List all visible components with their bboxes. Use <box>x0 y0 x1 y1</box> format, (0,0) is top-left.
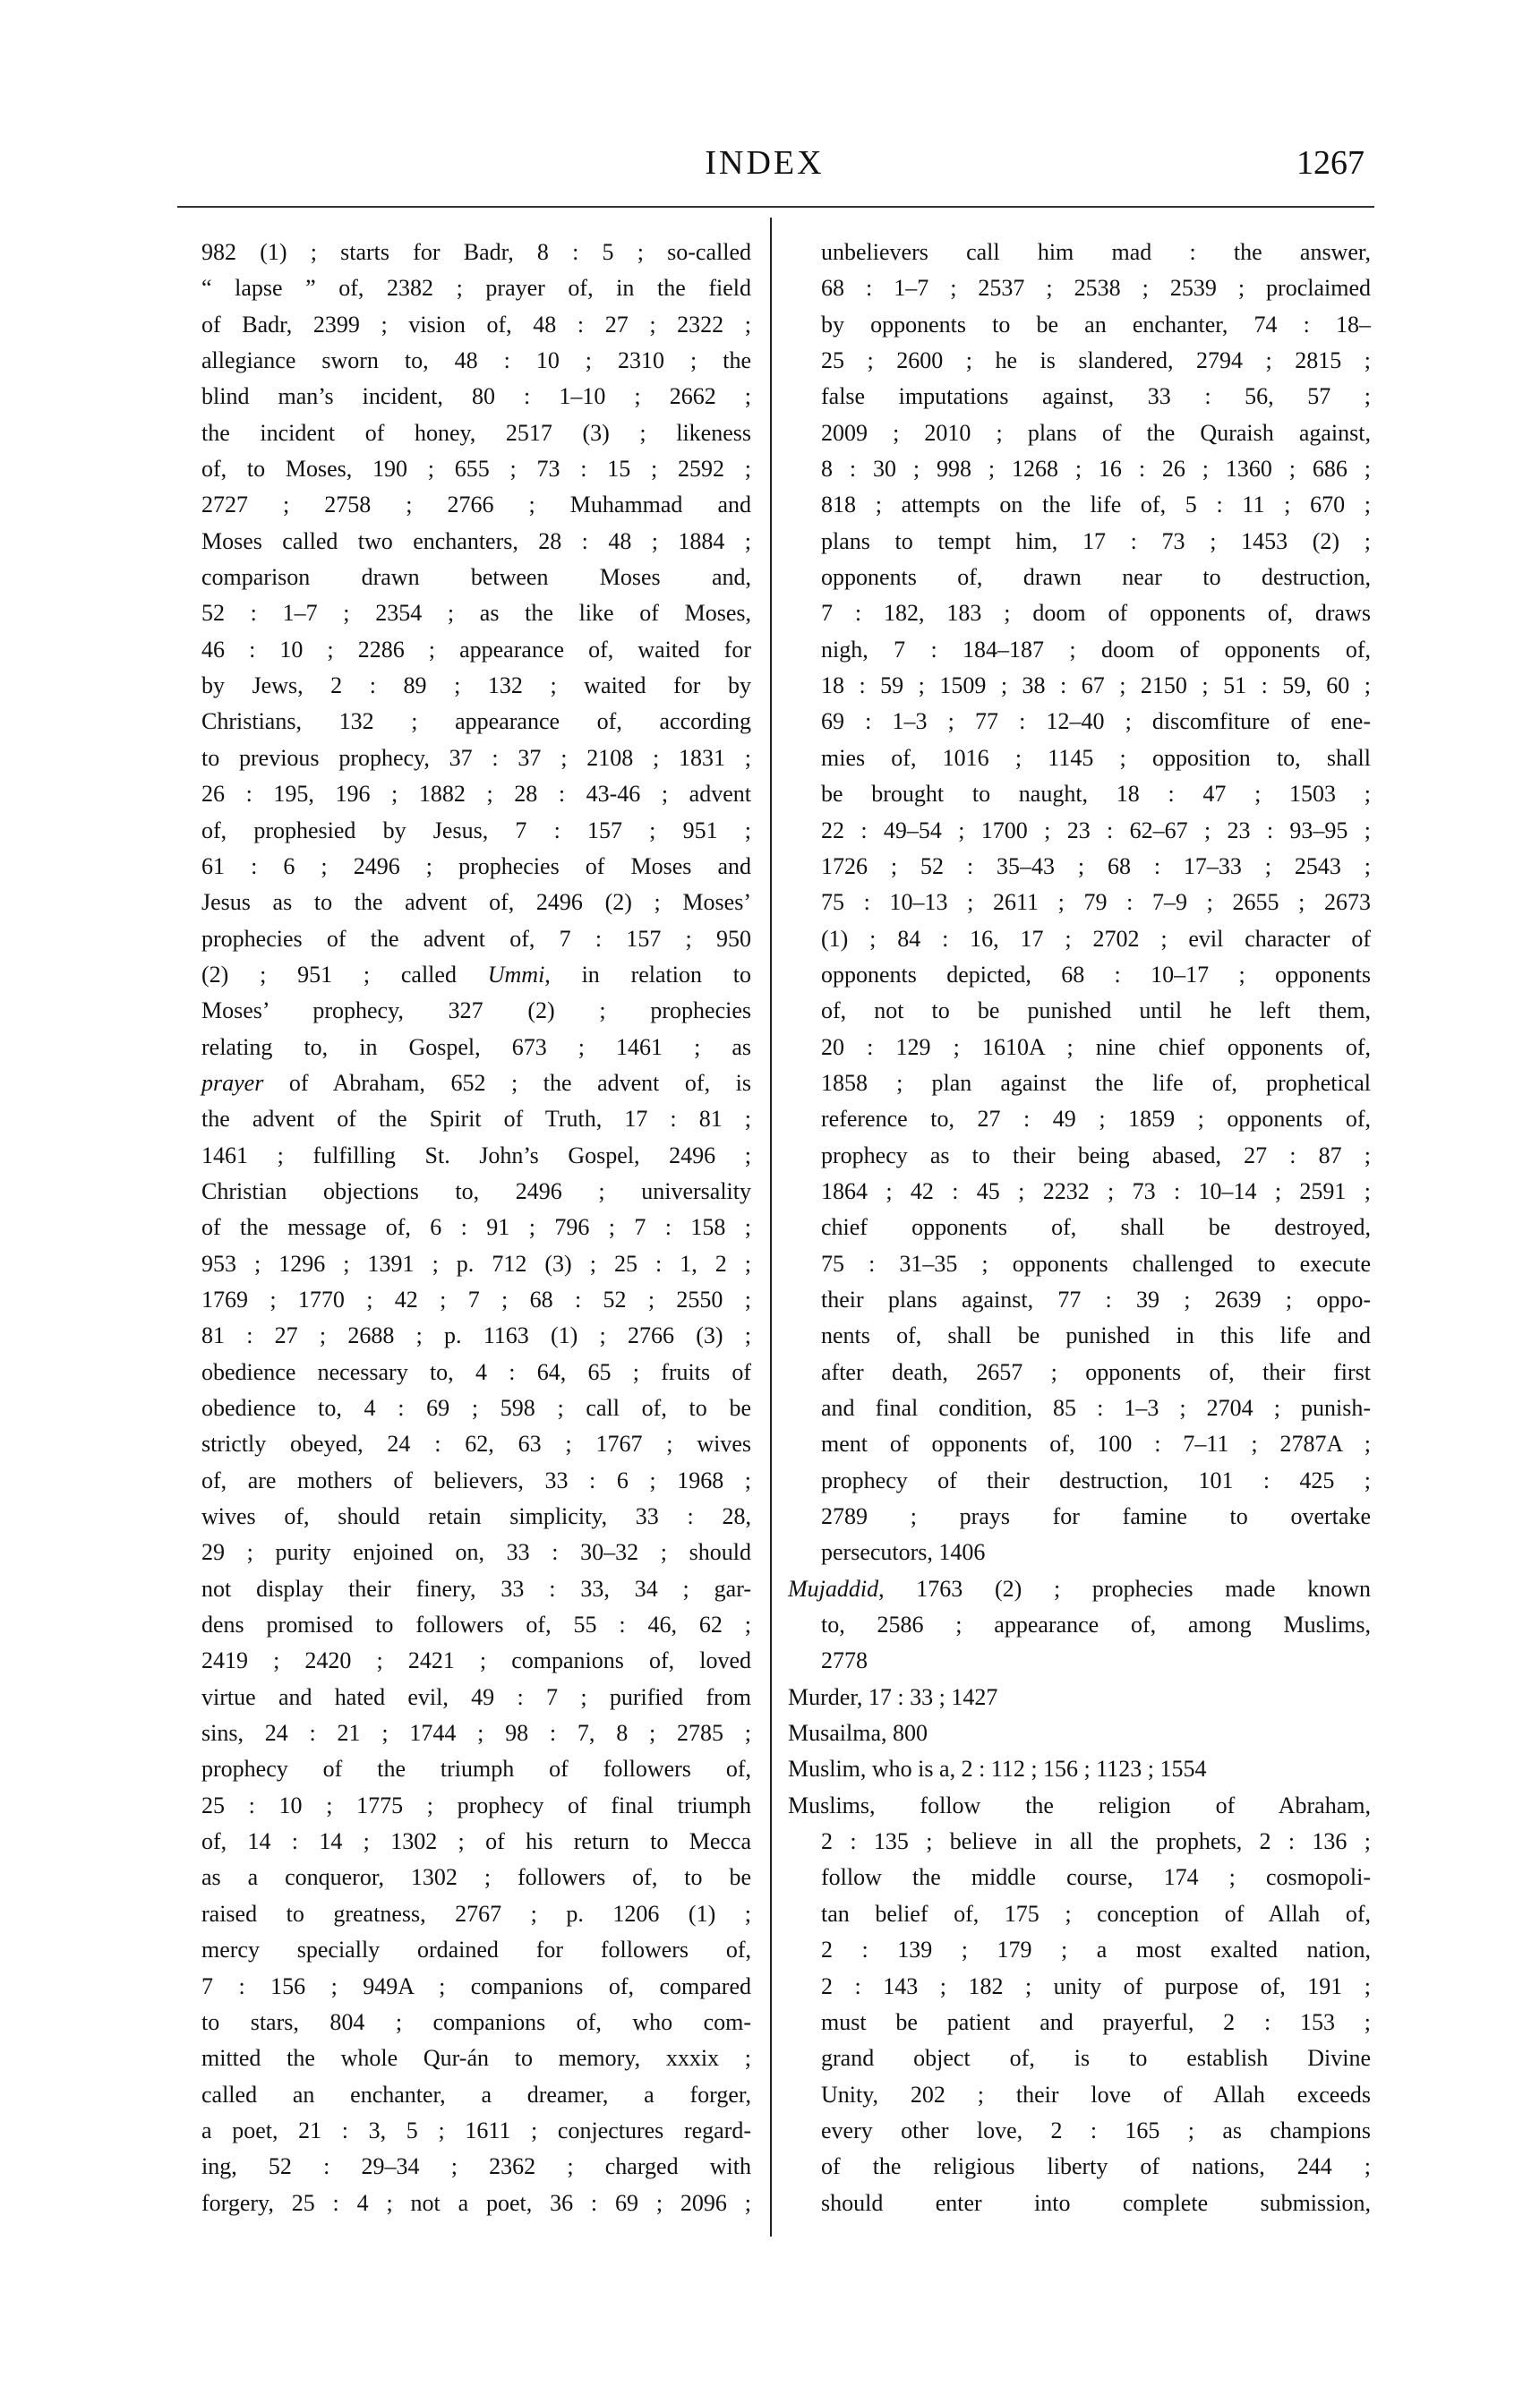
index-line: of Badr, 2399 ; vision of, 48 : 27 ; 2322 ; <box>201 311 751 338</box>
index-line: chief opponents of, shall be destroyed, <box>821 1214 1371 1241</box>
index-line: 2778 <box>821 1647 868 1674</box>
index-line: strictly obeyed, 24 : 62, 63 ; 1767 ; wives <box>201 1431 751 1458</box>
index-line: obedience to, 4 : 69 ; 598 ; call of, to be <box>201 1395 751 1421</box>
index-line: called an enchanter, a dreamer, a forger, <box>201 2081 751 2108</box>
index-line: prophecy of the triumph of followers of, <box>201 1756 751 1783</box>
index-line: mitted the whole Qur-án to memory, xxxix ; <box>201 2045 751 2072</box>
index-line: Moses’ prophecy, 327 (2) ; prophecies <box>201 997 751 1024</box>
index-line: unbelievers call him mad : the answer, <box>821 239 1371 265</box>
index-line: of, not to be punished until he left them, <box>821 997 1371 1024</box>
index-line: to stars, 804 ; companions of, who com- <box>201 2008 751 2035</box>
index-line: Unity, 202 ; their love of Allah exceeds <box>821 2081 1371 2108</box>
index-line: forgery, 25 : 4 ; not a poet, 36 : 69 ; 2096 ; <box>201 2189 751 2216</box>
index-entry-headword-line: Murder, 17 : 33 ; 1427 <box>788 1683 998 1710</box>
index-line: 1769 ; 1770 ; 42 ; 7 ; 68 : 52 ; 2550 ; <box>201 1286 751 1313</box>
index-line: allegiance sworn to, 48 : 10 ; 2310 ; the <box>201 347 751 374</box>
index-line: relating to, in Gospel, 673 ; 1461 ; as <box>201 1033 751 1060</box>
index-line: to previous prophecy, 37 : 37 ; 2108 ; 1831 ; <box>201 744 751 771</box>
index-line: tan belief of, 175 ; conception of Allah of, <box>821 1900 1371 1927</box>
index-line: their plans against, 77 : 39 ; 2639 ; oppo- <box>821 1286 1371 1313</box>
index-line: 2 : 139 ; 179 ; a most exalted nation, <box>821 1937 1371 1963</box>
index-line: nigh, 7 : 184–187 ; doom of opponents of, <box>821 636 1371 663</box>
index-line: 68 : 1–7 ; 2537 ; 2538 ; 2539 ; proclaimed <box>821 275 1371 302</box>
index-line: 2727 ; 2758 ; 2766 ; Muhammad and <box>201 492 751 518</box>
index-line: 1864 ; 42 : 45 ; 2232 ; 73 : 10–14 ; 2591 ; <box>821 1177 1371 1204</box>
index-line: ment of opponents of, 100 : 7–11 ; 2787A ; <box>821 1431 1371 1458</box>
index-line: dens promised to followers of, 55 : 46, 62 ; <box>201 1612 751 1638</box>
index-line: 52 : 1–7 ; 2354 ; as the like of Moses, <box>201 600 751 627</box>
index-line: 1858 ; plan against the life of, prophetical <box>821 1069 1371 1096</box>
index-line: 8 : 30 ; 998 ; 1268 ; 16 : 26 ; 1360 ; 686 ; <box>821 456 1371 483</box>
index-line: 20 : 129 ; 1610A ; nine chief opponents of, <box>821 1033 1371 1060</box>
index-line: not display their finery, 33 : 33, 34 ; gar- <box>201 1575 751 1602</box>
index-line: 22 : 49–54 ; 1700 ; 23 : 62–67 ; 23 : 93–95 ; <box>821 817 1371 843</box>
page-number: 1267 <box>1296 144 1365 182</box>
index-line: 7 : 182, 183 ; doom of opponents of, draws <box>821 600 1371 627</box>
index-line: 2009 ; 2010 ; plans of the Quraish against, <box>821 419 1371 446</box>
index-line: 7 : 156 ; 949A ; companions of, compared <box>201 1972 751 1999</box>
index-line: 1726 ; 52 : 35–43 ; 68 : 17–33 ; 2543 ; <box>821 852 1371 879</box>
index-line: 982 (1) ; starts for Badr, 8 : 5 ; so-called <box>201 239 751 265</box>
index-line: Jesus as to the advent of, 2496 (2) ; Moses’ <box>201 889 751 916</box>
index-line: “ lapse ” of, 2382 ; prayer of, in the field <box>201 275 751 302</box>
index-entry-headword-line: Muslim, who is a, 2 : 112 ; 156 ; 1123 ; 1554 <box>788 1756 1207 1783</box>
index-line: should enter into complete submission, <box>821 2189 1371 2216</box>
index-line: 2419 ; 2420 ; 2421 ; companions of, loved <box>201 1647 751 1674</box>
index-line: be brought to naught, 18 : 47 ; 1503 ; <box>821 781 1371 808</box>
index-line: 69 : 1–3 ; 77 : 12–40 ; discomfiture of ene- <box>821 708 1371 735</box>
index-line: must be patient and prayerful, 2 : 153 ; <box>821 2008 1371 2035</box>
italic-term: Ummi <box>487 961 545 988</box>
index-line: of, to Moses, 190 ; 655 ; 73 : 15 ; 2592 ; <box>201 456 751 483</box>
index-line: every other love, 2 : 165 ; as champions <box>821 2117 1371 2143</box>
index-line: 1461 ; fulfilling St. John’s Gospel, 2496 ; <box>201 1142 751 1168</box>
italic-term: Mujaddid <box>788 1575 879 1602</box>
index-line: nents of, shall be punished in this life and <box>821 1322 1371 1349</box>
header-rule <box>177 206 1374 208</box>
index-line: 75 : 31–35 ; opponents challenged to execute <box>821 1250 1371 1277</box>
index-line: reference to, 27 : 49 ; 1859 ; opponents of, <box>821 1106 1371 1133</box>
index-line: ing, 52 : 29–34 ; 2362 ; charged with <box>201 2153 751 2180</box>
index-line: 29 ; purity enjoined on, 33 : 30–32 ; should <box>201 1539 751 1566</box>
index-line: of, 14 : 14 ; 1302 ; of his return to Mecca <box>201 1828 751 1855</box>
index-entry-headword-line: Muslims, follow the religion of Abraham, <box>788 1792 1371 1818</box>
index-line: prophecies of the advent of, 7 : 157 ; 950 <box>201 925 751 952</box>
index-line: of, are mothers of believers, 33 : 6 ; 1968 ; <box>201 1467 751 1493</box>
index-line: virtue and hated evil, 49 : 7 ; purified from <box>201 1683 751 1710</box>
index-line: and final condition, 85 : 1–3 ; 2704 ; punish- <box>821 1395 1371 1421</box>
index-entry-headword-line: Musailma, 800 <box>788 1720 928 1747</box>
index-line: the advent of the Spirit of Truth, 17 : 81 ; <box>201 1106 751 1133</box>
index-line: 75 : 10–13 ; 2611 ; 79 : 7–9 ; 2655 ; 2673 <box>821 889 1371 916</box>
index-line: of the religious liberty of nations, 244 ; <box>821 2153 1371 2180</box>
index-line: 2 : 143 ; 182 ; unity of purpose of, 191 ; <box>821 1972 1371 1999</box>
index-line: Moses called two enchanters, 28 : 48 ; 1884 ; <box>201 527 751 554</box>
index-line: mercy specially ordained for followers of, <box>201 1937 751 1963</box>
index-line: opponents depicted, 68 : 10–17 ; opponents <box>821 961 1371 988</box>
index-line: blind man’s incident, 80 : 1–10 ; 2662 ; <box>201 383 751 410</box>
index-line: 25 ; 2600 ; he is slandered, 2794 ; 2815 ; <box>821 347 1371 374</box>
index-line: to, 2586 ; appearance of, among Muslims, <box>821 1612 1371 1638</box>
index-line: 46 : 10 ; 2286 ; appearance of, waited for <box>201 636 751 663</box>
index-line: follow the middle course, 174 ; cosmopoli- <box>821 1864 1371 1891</box>
index-line: mies of, 1016 ; 1145 ; opposition to, shall <box>821 744 1371 771</box>
index-line: (1) ; 84 : 16, 17 ; 2702 ; evil character of <box>821 925 1371 952</box>
index-line: sins, 24 : 21 ; 1744 ; 98 : 7, 8 ; 2785 ; <box>201 1720 751 1747</box>
index-line: (2) ; 951 ; called Ummi, in relation to <box>201 961 751 988</box>
index-line: by opponents to be an enchanter, 74 : 18– <box>821 311 1371 338</box>
index-line: 26 : 195, 196 ; 1882 ; 28 : 43-46 ; advent <box>201 781 751 808</box>
index-line: plans to tempt him, 17 : 73 ; 1453 (2) ; <box>821 527 1371 554</box>
index-line: prophecy as to their being abased, 27 : 87 ; <box>821 1142 1371 1168</box>
index-line: of, prophesied by Jesus, 7 : 157 ; 951 ; <box>201 817 751 843</box>
index-line: the incident of honey, 2517 (3) ; likeness <box>201 419 751 446</box>
index-line: a poet, 21 : 3, 5 ; 1611 ; conjectures regard- <box>201 2117 751 2143</box>
index-line: after death, 2657 ; opponents of, their first <box>821 1358 1371 1385</box>
index-line: persecutors, 1406 <box>821 1539 986 1566</box>
index-line: 25 : 10 ; 1775 ; prophecy of final triumph <box>201 1792 751 1818</box>
index-line: prayer of Abraham, 652 ; the advent of, is <box>201 1069 751 1096</box>
index-line: obedience necessary to, 4 : 64, 65 ; fruits of <box>201 1358 751 1385</box>
index-line: 953 ; 1296 ; 1391 ; p. 712 (3) ; 25 : 1, 2 ; <box>201 1250 751 1277</box>
index-line: 81 : 27 ; 2688 ; p. 1163 (1) ; 2766 (3) ; <box>201 1322 751 1349</box>
left-column <box>201 235 751 2221</box>
index-line: Christians, 132 ; appearance of, according <box>201 708 751 735</box>
index-line: Christian objections to, 2496 ; universality <box>201 1177 751 1204</box>
index-line: 2 : 135 ; believe in all the prophets, 2 : 136 ; <box>821 1828 1371 1855</box>
index-heading: INDEX <box>705 144 825 182</box>
index-line: raised to greatness, 2767 ; p. 1206 (1) ; <box>201 1900 751 1927</box>
index-entry-headword-line: Mujaddid, 1763 (2) ; prophecies made known <box>788 1575 1371 1602</box>
index-line: comparison drawn between Moses and, <box>201 564 751 591</box>
italic-term: prayer <box>201 1069 264 1096</box>
index-line: 18 : 59 ; 1509 ; 38 : 67 ; 2150 ; 51 : 59, 60 ; <box>821 672 1371 699</box>
index-line: 818 ; attempts on the life of, 5 : 11 ; 670 ; <box>821 492 1371 518</box>
right-column <box>788 235 1371 2221</box>
index-line: false imputations against, 33 : 56, 57 ; <box>821 383 1371 410</box>
index-line: of the message of, 6 : 91 ; 796 ; 7 : 158 ; <box>201 1214 751 1241</box>
index-line: 61 : 6 ; 2496 ; prophecies of Moses and <box>201 852 751 879</box>
index-line: as a conqueror, 1302 ; followers of, to be <box>201 1864 751 1891</box>
index-line: opponents of, drawn near to destruction, <box>821 564 1371 591</box>
index-line: 2789 ; prays for famine to overtake <box>821 1503 1371 1530</box>
column-divider <box>770 218 772 2237</box>
index-line: prophecy of their destruction, 101 : 425 ; <box>821 1467 1371 1493</box>
index-line: grand object of, is to establish Divine <box>821 2045 1371 2072</box>
index-line: by Jews, 2 : 89 ; 132 ; waited for by <box>201 672 751 699</box>
index-line: wives of, should retain simplicity, 33 : 28, <box>201 1503 751 1530</box>
